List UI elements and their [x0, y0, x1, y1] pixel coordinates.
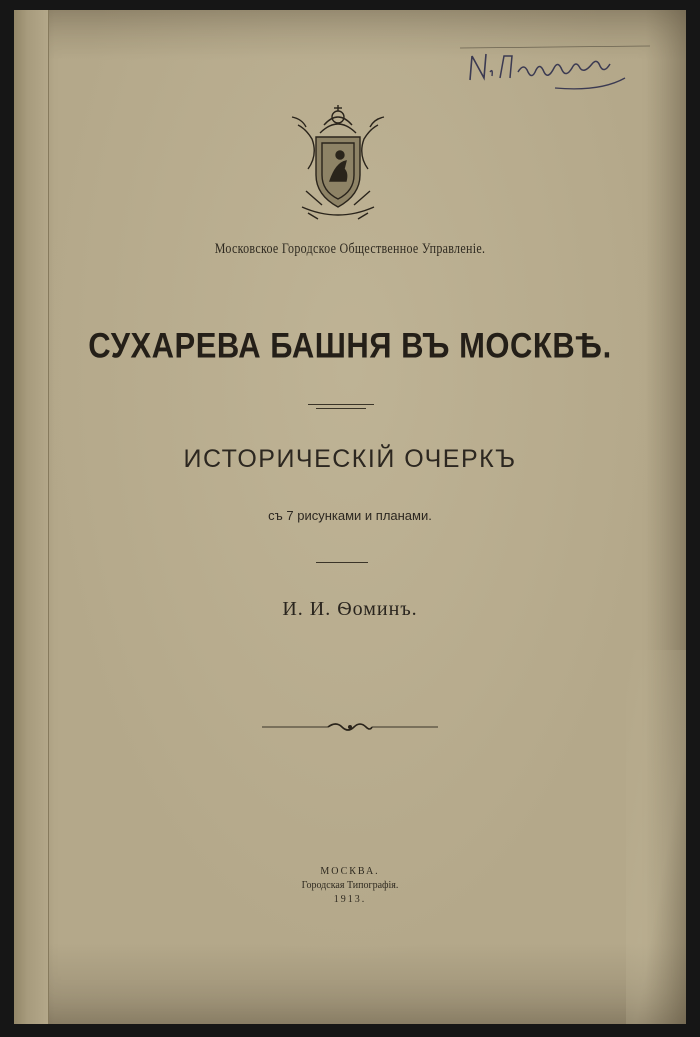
handwritten-signature — [460, 42, 660, 102]
imprint-press: Городская Типографія. — [301, 880, 399, 891]
author-rule — [316, 562, 368, 563]
publisher-line: Московское Городское Общественное Управленіе. — [214, 239, 486, 257]
imprint-year: 1913. — [333, 894, 367, 905]
ornamental-divider-icon — [262, 720, 438, 734]
title-rule-bottom — [316, 408, 366, 409]
title-rule-top — [308, 404, 374, 405]
moscow-coat-of-arms-icon — [278, 95, 398, 225]
cover-crease — [626, 650, 686, 1024]
book-subtitle: ИСТОРИЧЕСКІЙ ОЧЕРКЪ — [183, 445, 517, 473]
author-name: И. И. Ѳоминъ. — [282, 598, 418, 620]
imprint-city: МОСКВА. — [320, 866, 380, 877]
book-title: СУХАРЕВА БАШНЯ ВЪ МОСКВѢ. — [88, 325, 612, 366]
illustrations-note: съ 7 рисунками и планами. — [268, 508, 432, 523]
